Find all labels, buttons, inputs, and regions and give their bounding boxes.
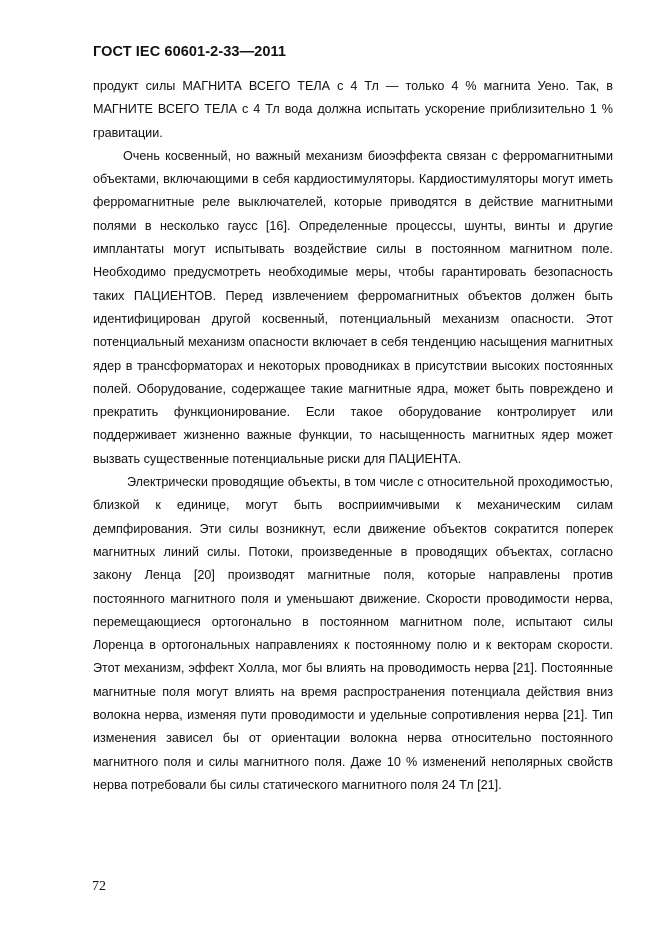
page-number: 72 [92,879,106,894]
page-header-title: ГОСТ IEC 60601-2-33—2011 [93,44,287,60]
body-text [93,75,613,797]
paragraph-continuation: продукт силы МАГНИТА ВСЕГО ТЕЛА с 4 Тл — только 4 % магнита Уено. Так, в МАГНИТЕ ВСЕГО ТЕЛА с 4 Тл вода должна испытать ускорение приблизительно 1 % гравитации. [93,79,613,140]
paragraph-conductive-objects: Электрически проводящие объекты, в том числе с относительной проходимостью, близкой к единице, могут быть восприимчивыми к механическим силам демпфирования. Эти силы возникнут, если движение объектов сократится поперек магнитных линий силы. Потоки, произведенные в проводящих объектах, согласно закону Ленца [20] производят магнитные поля, которые направлены против постоянного магнитного поля и уменьшают движение. Скорости проводимости нерва, перемещающиеся ортогонально в постоянном магнитном поле, испытают силы Лоренца в ортогональных направлениях к постоянному полю и к векторам скорости. Этот механизм, эффект Холла, мог бы влиять на проводимость нерва [21]. Постоянные магнитные поля могут влиять на время распространения потенциала действия вниз волокна нерва, изменяя пути проводимости и удельные сопротивления нерва [21]. Тип изменения зависел бы от ориентации волокна нерва относительно постоянного магнитного поля и силы магнитного поля. Даже 10 % изменений неполярных свойств нерва потребовали бы силы статического магнитного поля 24 Тл [21]. [93,475,613,792]
paragraph-ferromagnetic-objects: Очень косвенный, но важный механизм биоэффекта связан с ферромагнитными объектами, включающими в себя кардиостимуляторы. Кардиостимуляторы могут иметь ферромагнитные реле выключателей, которые приводятся в действие магнитными полями в несколько гаусс [16]. Определенные процессы, шунты, винты и другие имплантаты могут испытывать воздействие силы в постоянном магнитном поле. Необходимо предусмотреть необходимые меры, чтобы гарантировать безопасность таких ПАЦИЕНТОВ. Перед извлечением ферромагнитных объектов должен быть идентифицирован другой косвенный, потенциальный механизм опасности. Этот потенциальный механизм опасности включает в себя тенденцию насыщения магнитных ядер в трансформаторах и некоторых проводниках в присутствии высоких постоянных полей. Оборудование, содержащее такие магнитные ядра, может быть повреждено и прекратить функционирование. Если такое оборудование контролирует или поддерживает жизненно важные функции, то насыщенность магнитных ядер может вызвать существенные потенциальные риски для ПАЦИЕНТА. [93,148,613,466]
